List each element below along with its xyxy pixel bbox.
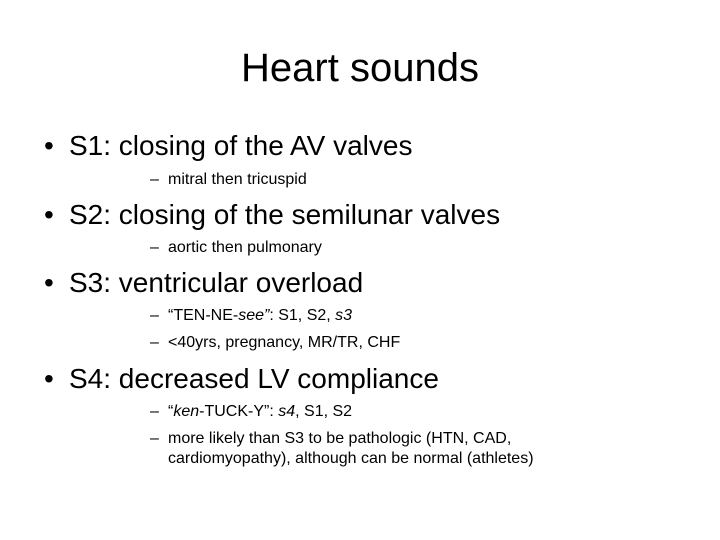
sub-bullet-s4-2 (150, 429, 534, 469)
sub-bullet-s4-1 (150, 402, 352, 422)
sub-bullet-s3-1 (150, 306, 352, 326)
bullet-s4 (44, 362, 439, 396)
dash-glyph: – (150, 430, 159, 447)
dash-glyph: – (150, 334, 159, 351)
bullet-glyph: • (44, 363, 54, 394)
bullet-s3-text: S3: ventricular overload (69, 267, 364, 298)
sub-bullet-s4-2-line1: more likely than S3 to be pathologic (HTN, CAD, (168, 430, 512, 447)
sub-bullet-s3-1-part-c: : S1, S2, (269, 307, 336, 324)
bullet-glyph: • (44, 267, 54, 298)
sub-bullet-s4-1-part-a: “ (168, 403, 174, 420)
sub-bullet-s4-1-part-b: ken (173, 403, 200, 420)
bullet-glyph: • (44, 130, 54, 161)
dash-glyph: – (150, 307, 159, 324)
sub-bullet-s3-1-part-a: “TEN-NE- (168, 307, 239, 324)
bullet-glyph: • (44, 199, 54, 230)
bullet-s1 (44, 129, 412, 163)
sub-bullet-s1-1 (150, 170, 307, 190)
bullet-s2-text: S2: closing of the semilunar valves (69, 199, 501, 230)
sub-bullet-s3-2 (150, 333, 400, 353)
sub-bullet-s4-2-line2: cardiomyopathy), although can be normal (athletes) (168, 450, 534, 467)
slide-title: Heart sounds (241, 46, 479, 90)
sub-bullet-s4-1-part-c: -TUCK-Y”: (199, 403, 279, 420)
sub-bullet-s3-1-part-d: s3 (335, 307, 353, 324)
sub-bullet-s2-1 (150, 238, 322, 258)
bullet-s3 (44, 266, 363, 300)
sub-bullet-s3-2-text: <40yrs, pregnancy, MR/TR, CHF (168, 334, 401, 351)
bullet-s4-text: S4: decreased LV compliance (69, 363, 439, 394)
bullet-s1-text: S1: closing of the AV valves (69, 130, 413, 161)
dash-glyph: – (150, 239, 159, 256)
sub-bullet-s1-1-text: mitral then tricuspid (168, 171, 307, 188)
sub-bullet-s2-1-text: aortic then pulmonary (168, 239, 322, 256)
sub-bullet-s4-1-part-e: , S1, S2 (295, 403, 353, 420)
sub-bullet-s3-1-part-b: see” (238, 307, 270, 324)
dash-glyph: – (150, 403, 159, 420)
dash-glyph: – (150, 171, 159, 188)
bullet-s2 (44, 198, 500, 232)
sub-bullet-s4-1-part-d: s4 (278, 403, 296, 420)
